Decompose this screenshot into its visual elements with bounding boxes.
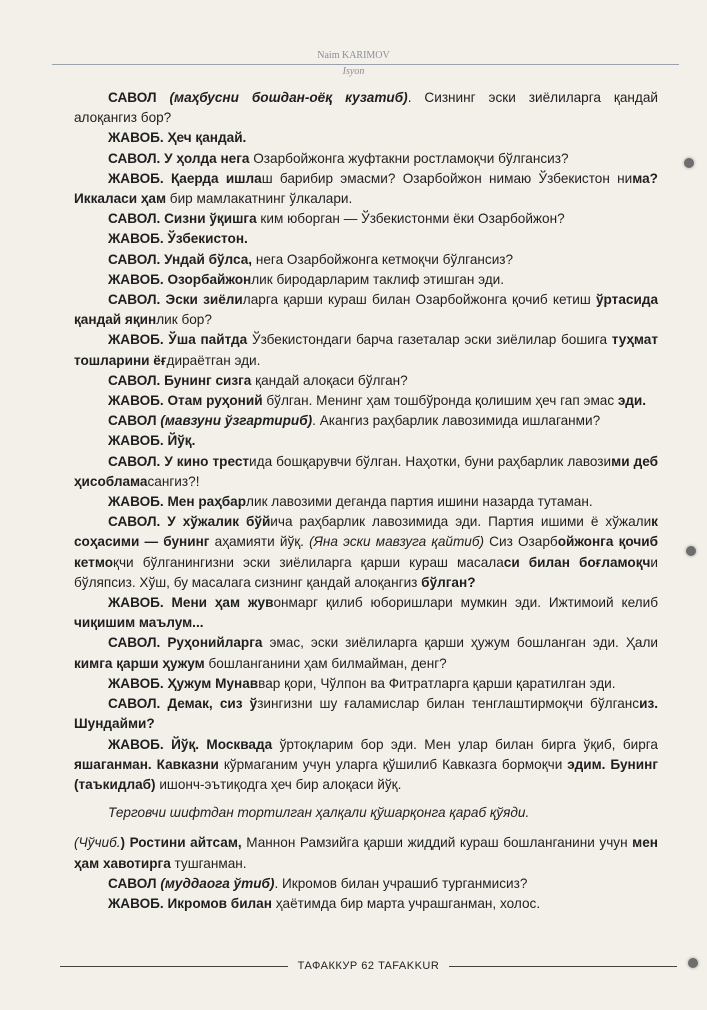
text-run: (муддаога ўтиб) [160,875,275,891]
text-run: САВОЛ. У кино трест [108,453,250,469]
transcript-paragraph [74,452,658,492]
interrogation-transcript [74,88,658,914]
text-run: . Акангиз раҳбарлик лавозимида ишлаганми? [312,413,601,429]
text-run [157,90,170,105]
text-run: Сиз Озарб [484,534,558,550]
text-run: ларга қарши кураш билан Озарбойжонга қочиб кетиш [242,292,596,308]
text-run: ўртасида қандай яқин [74,292,659,328]
text-run: САВОЛ [108,90,157,105]
text-run: ЖАВОБ. Ҳеч қандай. [108,130,247,146]
text-run: тушганман. [170,855,247,871]
stage-direction [74,803,658,823]
transcript-paragraph [74,874,658,894]
text-run: САВОЛ. Ундай бўлса, [108,251,253,267]
transcript-paragraph [74,593,658,633]
text-run: САВОЛ. У хўжалик бўй [108,514,271,530]
text-run: ма? Иккаласи ҳам [74,170,658,207]
transcript-paragraph [74,290,658,330]
transcript-paragraph [74,330,658,370]
transcript-paragraph [74,735,658,796]
text-run: Маннон Рамзийга қарши жиддий кураш бошланганини учун [241,835,633,851]
text-run: САВОЛ. У ҳолда нега [108,150,250,166]
text-run: ЖАВОБ. Йўқ. Москвада [108,736,273,752]
text-run: к соҳасими — бунинг [74,514,658,550]
transcript-paragraph [74,250,658,270]
text-run: сангиз?! [147,473,200,489]
text-run: эди. [617,393,647,409]
text-run: из. Шундайми? [74,696,658,732]
text-run: аҳамияти йўқ. [209,534,310,550]
binding-hole-mark [684,158,694,168]
text-run: САВОЛ. Демак, сиз ў [108,696,258,712]
text-run: лик бор? [156,312,212,328]
page-footer [60,960,677,972]
text-run: ким юборган — Ўзбекистонми ёки Озарбойжон? [256,211,565,227]
transcript-paragraph [74,492,658,512]
text-run: ойжонга қочиб кетмо [74,534,658,570]
text-run: ЖАВОБ. Отам руҳоний [108,393,263,409]
text-run: (Чўчиб. [74,835,121,851]
transcript-paragraph [74,833,658,873]
text-run: ЖАВОБ. Мени ҳам жув [108,595,274,611]
transcript-paragraph [74,169,658,209]
text-run: САВОЛ [108,875,161,891]
text-run: (Яна эски мавзуга қайтиб) [309,534,484,550]
text-run: (маҳбусни бошдан-оёқ кузатиб) [169,90,408,105]
text-run: ЖАВОБ. Ўзбекистон. [108,231,248,247]
text-run: (мавзуни ўзгартириб) [160,413,313,429]
transcript-paragraph [74,391,658,411]
transcript-paragraph [74,512,658,593]
footer-rule-left [60,966,288,967]
transcript-paragraph [74,149,658,169]
text-run: бошланганини ҳам билмайман, денг? [204,655,447,671]
binding-hole-mark [688,958,698,968]
text-run: кўрмаганим учун уларга қўшилиб Кавказга бормоқчи [218,756,568,772]
transcript-paragraph [74,229,658,249]
transcript-paragraph [74,694,658,734]
text-run: ЖАВОБ. Ҳужум Мунав [108,675,259,691]
transcript-paragraph [74,209,658,229]
text-run: ўртоқларим бор эди. Мен улар билан бирга ўқиб, бирга [272,736,658,752]
transcript-paragraph [74,633,658,673]
text-run: ида бошқарувчи бўлган. Наҳотки, буни раҳбарлик лавози [249,453,612,469]
text-run: САВОЛ. Руҳонийларга [108,635,263,651]
running-head-title: Isyon [342,66,365,77]
text-run: Терговчи шифтдан тортилган ҳалқали қўшарқонга қараб қўяди. [108,805,530,821]
text-run: нега Озарбойжонга кетмоқчи бўлгансиз? [252,251,514,267]
transcript-paragraph [74,431,658,451]
text-run: бўлган. Менинг ҳам тошбўронда қолишим ҳеч гап эмас [262,393,618,409]
text-run: онмарг қилиб юборишлари мумкин эди. Ижтимоий келиб [273,595,658,611]
transcript-paragraph [74,270,658,290]
text-run: кимга қарши ҳужум [74,655,205,671]
text-run: . Икромов билан учрашиб турганмисиз? [274,875,528,891]
text-run: САВОЛ [108,413,161,429]
text-run: эмас, эски зиёлиларга қарши ҳужум бошланган эди. Ҳали [262,635,658,651]
transcript-paragraph [74,894,658,914]
text-run: эдим. Бунинг (таъкидлаб) [74,756,659,792]
text-run: ишонч-эътиқодга ҳеч бир алоқаси йўқ. [155,776,402,792]
text-run: чиқишим маълум... [74,615,204,631]
text-run: Ўзбекистондаги барча газеталар эски зиёлилар бошига [247,332,612,348]
text-run: ЖАВОБ. Мен раҳбар [108,494,247,510]
text-run: Озарбойжонга жуфтакни ростламоқчи бўлгансиз? [249,150,569,166]
transcript-paragraph [74,411,658,431]
text-run: бўлган? [421,574,476,590]
running-head [0,50,707,78]
footer-rule-right [449,966,677,967]
text-run: қандай алоқаси бўлган? [251,372,408,388]
text-run: мен ҳам хавотирга [74,835,658,871]
text-run: ш барибир эмасми? Озарбойжон нимаю Ўзбекистон ни [261,170,633,186]
running-head-author: Naim KARIMOV [317,50,390,61]
text-run: ) Ростини айтсам, [120,835,242,851]
text-run: қчи бўлганингизни эски зиёлиларга қарши кураш масала [113,554,504,570]
text-run: вар қори, Чўлпон ва Фитратларга қарши қаратилган эди. [258,675,616,691]
text-run: САВОЛ. Сизни ўқишга [108,211,257,227]
transcript-paragraph [74,88,658,128]
text-run: зингизни шу ғаламислар билан тенглаштирмоқчи бўлганс [257,696,640,712]
transcript-paragraph [74,371,658,391]
text-run: и бўляпсиз. Хўш, бу масалага сизнинг қандай алоқангиз [74,554,658,590]
text-run: дираётган эди. [166,352,261,368]
text-run: лик лавозими деганда партия ишини назарда тутаман. [246,494,593,510]
text-run: ича раҳбарлик лавозимида эди. Партия ишими ё хўжали [270,514,652,530]
text-run: ЖАВОБ. Ўша пайтда [108,332,248,348]
text-run: яшаганман. Кавказни [74,756,219,772]
text-run: ҳаётимда бир марта учрашганман, холос. [271,895,541,911]
text-run: туҳмат тошларини ёғ [74,332,658,368]
running-head-rule [52,64,679,65]
text-run: бир мамлакатнинг ўлкалари. [166,191,353,207]
text-run: ЖАВОБ. Қаерда ишла [108,170,262,186]
text-run: . Сизнинг эски зиёлиларга қандай алоқангиз бор? [74,90,659,126]
text-run: САВОЛ. Эски зиёли [108,292,243,308]
text-run: си билан боғламоқч [503,554,651,570]
text-run: ми деб ҳисоблама [74,453,658,489]
text-run: ЖАВОБ. Йўқ. [108,433,196,449]
text-run: ЖАВОБ. Озорбайжон [108,271,252,287]
binding-hole-mark [686,546,696,556]
transcript-paragraph [74,674,658,694]
text-run: ЖАВОБ. Икромов билан [108,895,272,911]
transcript-paragraph [74,128,658,148]
footer-page-label: ТАФАККУР 62 TAFAKKUR [297,960,440,972]
text-run: САВОЛ. Бунинг сизга [108,372,252,388]
text-run: лик биродарларим таклиф этишган эди. [251,271,505,287]
